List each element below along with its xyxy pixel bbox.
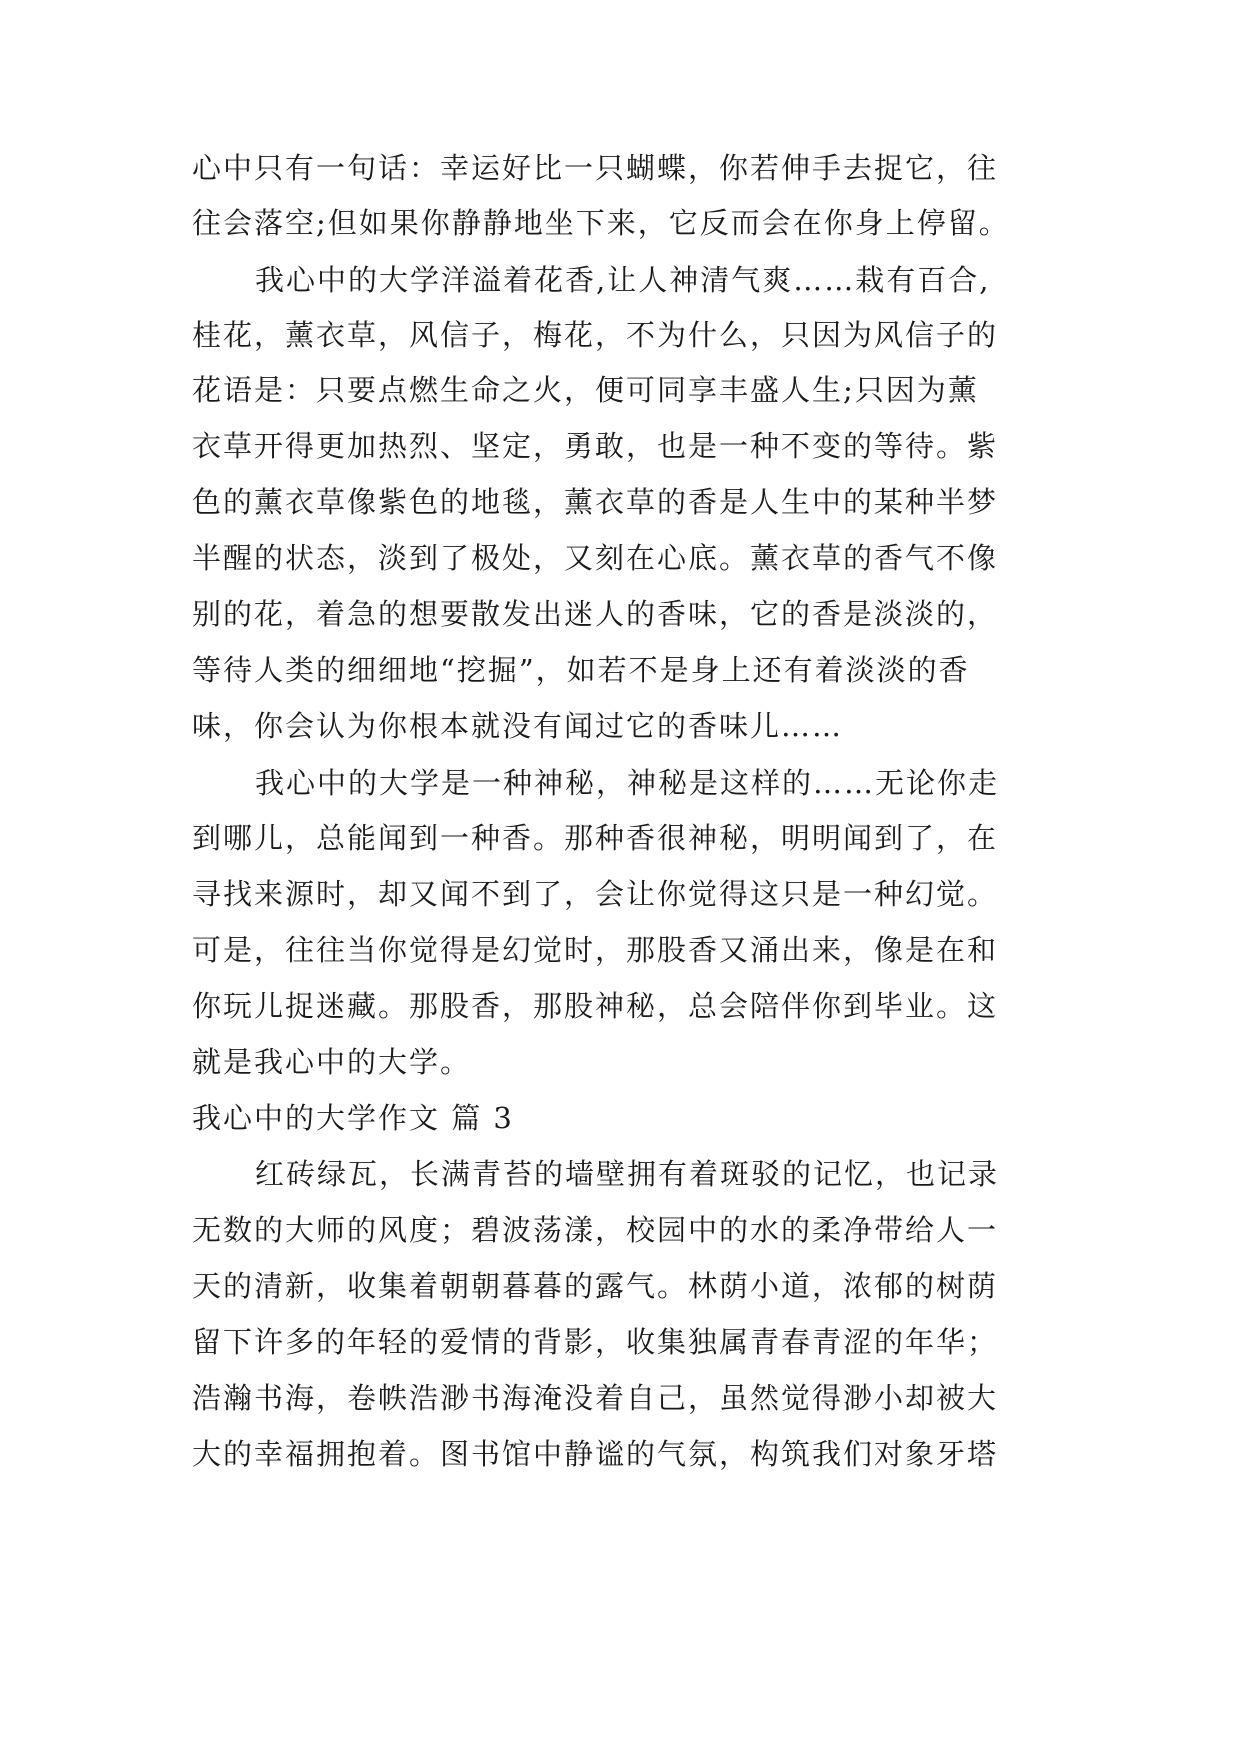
body-text-line: 就是我心中的大学。 — [192, 1045, 472, 1079]
body-text-line: 大的幸福拥抱着。图书馆中静谧的气氛，构筑我们对象牙塔 — [192, 1437, 999, 1471]
body-text-line: 无数的大师的风度；碧波荡漾，校园中的水的柔净带给人一 — [192, 1213, 999, 1247]
body-text-line: 留下许多的年轻的爱情的背影，收集独属青春青涩的年华； — [192, 1325, 999, 1359]
body-text-line: 往会落空;但如果你静静地坐下来，它反而会在你身上停留。 — [192, 206, 1010, 240]
body-text-line: 花语是：只要点燃生命之火，便可同享丰盛人生;只因为薰 — [192, 373, 979, 407]
body-text-line: 衣草开得更加热烈、坚定，勇敢，也是一种不变的等待。紫 — [192, 429, 999, 463]
body-text-line: 寻找来源时，却又闻不到了，会让你觉得这只是一种幻觉。 — [192, 877, 999, 911]
body-text-line: 心中只有一句话：幸运好比一只蝴蝶，你若伸手去捉它，往 — [192, 151, 999, 185]
body-text-line: 浩瀚书海，卷帙浩渺书海淹没着自己，虽然觉得渺小却被大 — [192, 1381, 999, 1415]
body-text-line: 可是，往往当你觉得是幻觉时，那股香又涌出来，像是在和 — [192, 933, 999, 967]
paragraph-first-line: 红砖绿瓦，长满青苔的墙壁拥有着斑驳的记忆，也记录 — [255, 1157, 1000, 1191]
paragraph-first-line: 我心中的大学洋溢着花香,让人神清气爽……栽有百合, — [255, 263, 991, 297]
body-text-line: 等待人类的细细地“挖掘”，如若不是身上还有着淡淡的香 — [192, 653, 970, 687]
section-heading: 我心中的大学作文 篇 3 — [192, 1101, 514, 1135]
body-text-line: 味，你会认为你根本就没有闻过它的香味儿…… — [192, 709, 844, 743]
paragraph-first-line: 我心中的大学是一种神秘，神秘是这样的……无论你走 — [255, 766, 1000, 800]
body-text-line: 你玩儿捉迷藏。那股香，那股神秘，总会陪伴你到毕业。这 — [192, 989, 999, 1023]
body-text-line: 天的清新，收集着朝朝暮暮的露气。林荫小道，浓郁的树荫 — [192, 1269, 999, 1303]
body-text-line: 到哪儿，总能闻到一种香。那种香很神秘，明明闻到了，在 — [192, 821, 999, 855]
body-text-line: 桂花，薰衣草，风信子，梅花，不为什么，只因为风信子的 — [192, 318, 999, 352]
body-text-line: 色的薰衣草像紫色的地毯，薰衣草的香是人生中的某种半梦 — [192, 485, 999, 519]
body-text-line: 别的花，着急的想要散发出迷人的香味，它的香是淡淡的， — [192, 597, 999, 631]
body-text-line: 半醒的状态，淡到了极处，又刻在心底。薰衣草的香气不像 — [192, 541, 999, 575]
